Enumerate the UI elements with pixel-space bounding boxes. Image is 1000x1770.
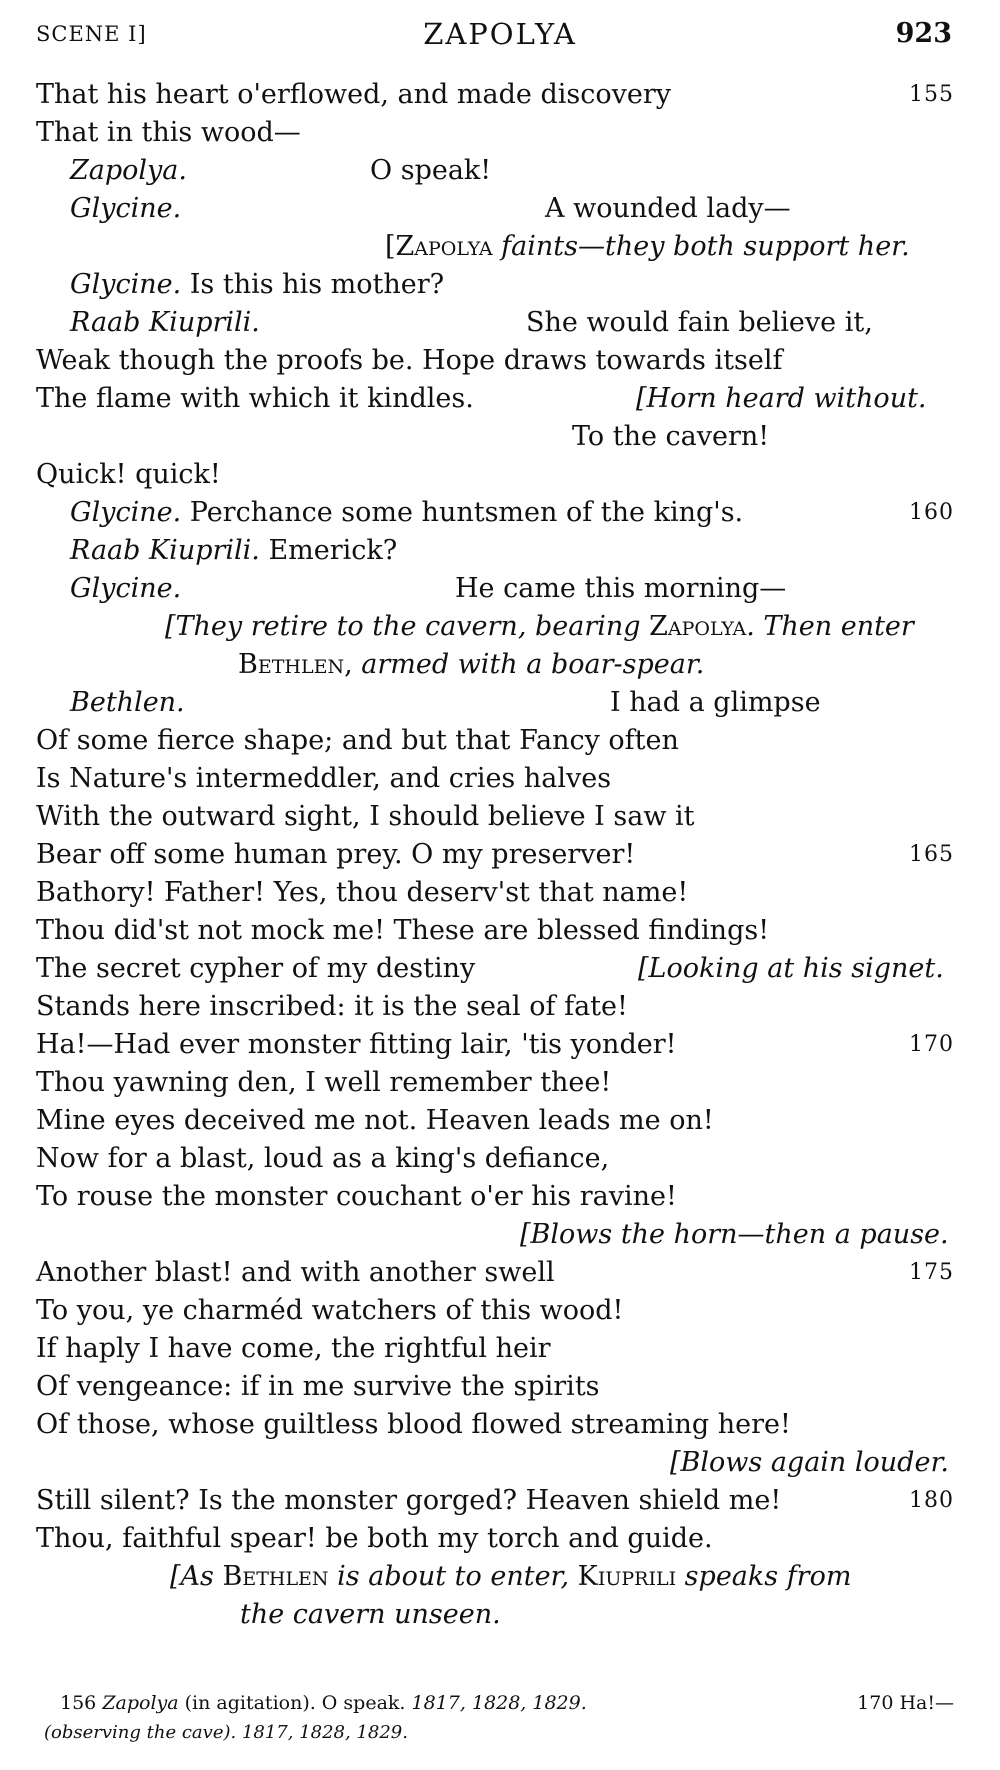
character-name: Kiuprili (577, 1561, 677, 1592)
line-text: That his heart o'erflowed, and made discovery (36, 79, 672, 110)
line-text: With the outward sight, I should believe I saw it (36, 801, 695, 832)
page-title: ZAPOLYA (423, 17, 577, 51)
line-number: 165 (909, 842, 954, 867)
line-text: To you, ye charméd watchers of this wood! (36, 1295, 624, 1326)
footnote-156 (60, 1692, 587, 1714)
italic-text: Glycine. (70, 193, 182, 224)
line-text: Ha!—Had ever monster fitting lair, 'tis yonder! (36, 1029, 677, 1060)
line-text: Of some fierce shape; and but that Fancy often (36, 725, 679, 756)
line-text: Bear off some human prey. O my preserver! (36, 839, 636, 870)
line-text: Of those, whose guiltless blood flowed streaming here! (36, 1409, 791, 1440)
line-text: She would fain believe it, (526, 307, 873, 338)
italic-text: [As (170, 1561, 223, 1592)
verse-line (240, 1596, 501, 1634)
verse-line (70, 190, 181, 228)
verse-line (36, 836, 635, 874)
verse-line (165, 608, 914, 646)
italic-text: faints—they both support her. (492, 231, 910, 262)
verse-line (70, 152, 187, 190)
verse-line (36, 380, 474, 418)
line-text: O speak! (370, 155, 492, 186)
verse-line (610, 684, 821, 722)
italic-text: Glycine. (70, 269, 182, 300)
verse-line (36, 1520, 713, 1558)
line-text: He came this morning— (455, 573, 787, 604)
line-text: Still silent? Is the monster gorged? Heaven shield me! (36, 1485, 782, 1516)
line-text: Bathory! Father! Yes, thou deserv'st that name! (36, 877, 689, 908)
verse-line (636, 380, 927, 418)
verse-line (638, 950, 944, 988)
line-number: 170 (909, 1032, 954, 1057)
italic-text: [Blows again louder. (670, 1447, 949, 1478)
character-name: Bethlen (222, 1561, 329, 1592)
line-text: If haply I have come, the rightful heir (36, 1333, 551, 1364)
italic-text: Bethlen. (70, 687, 185, 718)
verse-line (36, 874, 688, 912)
line-text: A wounded lady— (545, 193, 791, 224)
character-name: [Zapolya (385, 231, 493, 262)
italic-text: [Blows the horn—then a pause. (520, 1219, 949, 1250)
verse-line (36, 722, 679, 760)
italic-text: [They retire to the cavern, bearing (165, 611, 650, 642)
italic-text: is about to enter, (328, 1561, 578, 1592)
italic-text: speaks from (676, 1561, 852, 1592)
verse-line (36, 950, 475, 988)
verse-line (36, 1330, 551, 1368)
line-text: Thou yawning den, I well remember thee! (36, 1067, 612, 1098)
italic-text: Glycine. (70, 497, 182, 528)
line-number: 175 (909, 1260, 954, 1285)
line-text: To rouse the monster couchant o'er his ravine! (36, 1181, 677, 1212)
verse-line (36, 912, 769, 950)
verse-line (36, 1406, 791, 1444)
line-text: To the cavern! (572, 421, 770, 452)
line-text: The secret cypher of my destiny (36, 953, 476, 984)
verse-line (36, 1178, 677, 1216)
verse-line (36, 1482, 781, 1520)
verse-line (545, 190, 791, 228)
verse-line (36, 76, 671, 114)
verse-line (70, 684, 185, 722)
verse-line (36, 1102, 714, 1140)
footnote-years: 1817, 1828, 1829. (411, 1692, 587, 1714)
line-text: Is Nature's intermeddler, and cries halves (36, 763, 612, 794)
footnote-prefix: 156 (60, 1692, 103, 1714)
verse-line (70, 304, 260, 342)
verse-line (670, 1444, 949, 1482)
italic-text: Zapolya. (70, 155, 187, 186)
italic-text: the cavern unseen. (240, 1599, 501, 1630)
line-text: Perchance some huntsmen of the king's. (181, 497, 744, 528)
line-text: Now for a blast, loud as a king's defiance, (36, 1143, 610, 1174)
verse-line (36, 760, 611, 798)
italic-text: . Then enter (746, 611, 914, 642)
italic-text: Raab Kiuprili. (70, 307, 260, 338)
verse-line (526, 304, 873, 342)
verse-line (520, 1216, 949, 1254)
verse-line (385, 228, 910, 266)
line-text: Is this his mother? (181, 269, 445, 300)
line-text: Quick! quick! (36, 459, 221, 490)
line-text: Thou, faithful spear! be both my torch and guide. (36, 1523, 713, 1554)
scene-label: SCENE I] (36, 22, 147, 46)
verse-line (238, 646, 704, 684)
verse-line (36, 456, 221, 494)
verse-line (572, 418, 769, 456)
italic-text: Glycine. (70, 573, 182, 604)
line-text: Weak though the proofs be. Hope draws towards itself (36, 345, 783, 376)
verse-line (455, 570, 786, 608)
line-number: 180 (909, 1488, 954, 1513)
footnote-text: (in agitation). O speak. (178, 1692, 412, 1714)
italic-text: [Horn heard without. (636, 383, 927, 414)
verse-line (36, 114, 301, 152)
page-number: 923 (895, 18, 952, 49)
verse-line (36, 342, 782, 380)
verse-line (36, 988, 628, 1026)
italic-text: [Looking at his signet. (638, 953, 944, 984)
line-number: 155 (909, 82, 954, 107)
character-name: Bethlen (238, 649, 345, 680)
verse-line (36, 1140, 609, 1178)
verse-line (370, 152, 491, 190)
line-text: I had a glimpse (610, 687, 821, 718)
line-text: Of vengeance: if in me survive the spirits (36, 1371, 600, 1402)
line-text: That in this wood— (36, 117, 301, 148)
verse-line (36, 798, 695, 836)
line-text: Mine eyes deceived me not. Heaven leads me on! (36, 1105, 714, 1136)
verse-line (70, 266, 444, 304)
line-text: Stands here inscribed: it is the seal of fate! (36, 991, 628, 1022)
verse-line (70, 570, 181, 608)
line-text: Emerick? (259, 535, 398, 566)
line-text: The flame with which it kindles. (36, 383, 474, 414)
verse-line (170, 1558, 851, 1596)
italic-text: Raab Kiuprili. (70, 535, 260, 566)
verse-line (36, 1064, 611, 1102)
verse-line (70, 494, 743, 532)
line-number: 160 (909, 500, 954, 525)
line-text: , (344, 649, 362, 680)
line-text: Thou did'st not mock me! These are blessed findings! (36, 915, 770, 946)
verse-line (70, 532, 397, 570)
verse-line (36, 1026, 676, 1064)
character-name: Zapolya (649, 611, 747, 642)
verse-line (36, 1368, 600, 1406)
italic-text: armed with a boar-spear. (361, 649, 705, 680)
footnote-speaker: Zapolya (102, 1692, 179, 1714)
line-text: Another blast! and with another swell (36, 1257, 555, 1288)
verse-line (36, 1292, 623, 1330)
verse-line (36, 1254, 555, 1292)
footnote-170-continued: (observing the cave). 1817, 1828, 1829. (44, 1722, 408, 1743)
footnote-170: 170 Ha!— (857, 1692, 954, 1714)
